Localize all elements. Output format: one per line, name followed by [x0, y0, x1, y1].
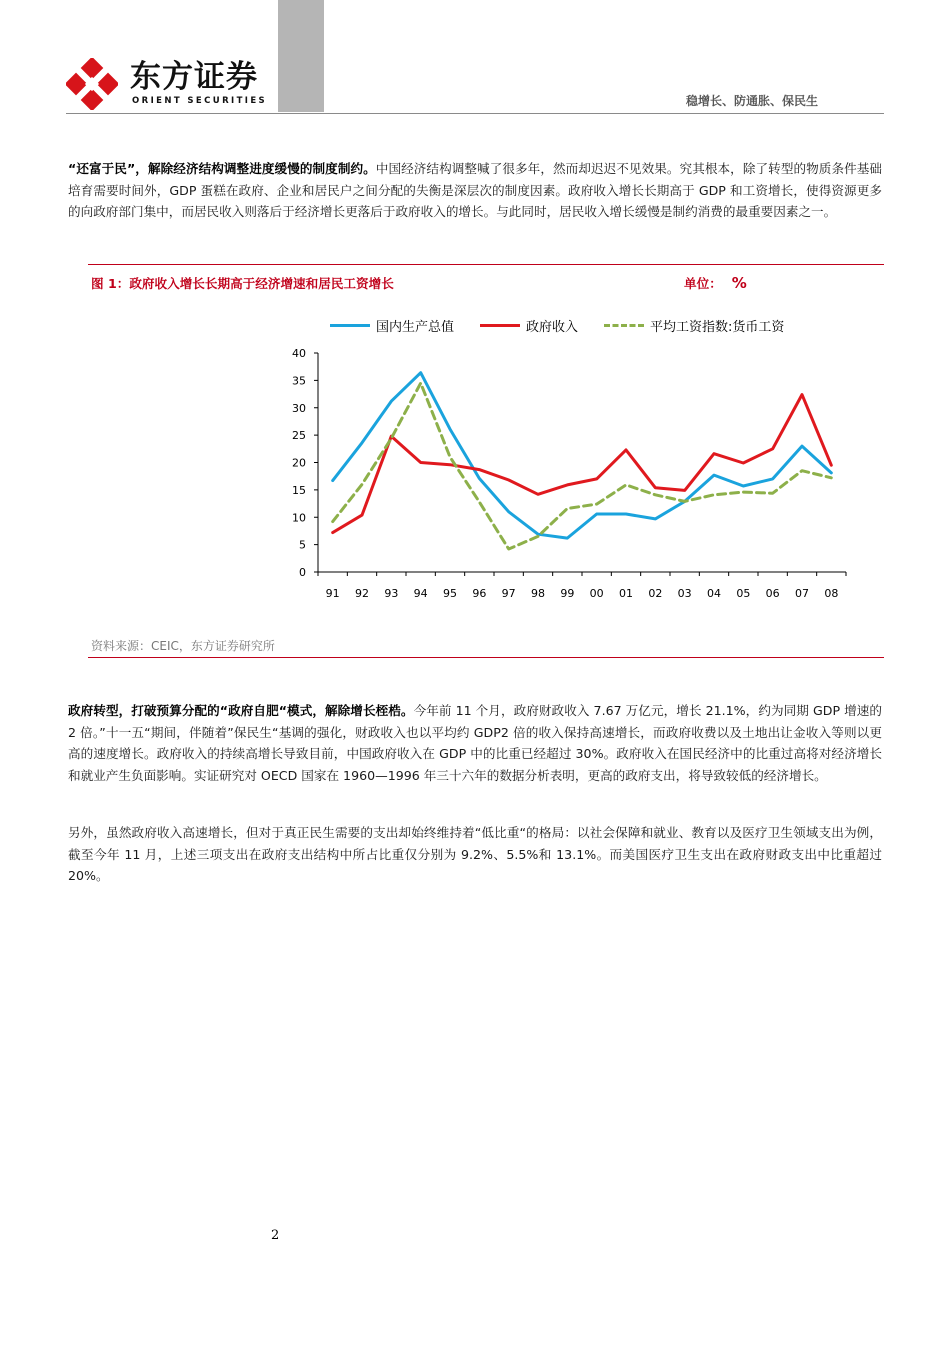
logo-text-cn: 东方证券 — [130, 59, 258, 95]
y-tick-label: 0 — [299, 566, 306, 579]
x-tick-label: 01 — [619, 587, 633, 600]
figure-unit-label: 单位： — [684, 276, 722, 291]
x-tick-label: 00 — [589, 587, 604, 600]
figure-unit — [684, 273, 747, 292]
paragraph-1 — [68, 158, 882, 223]
figure-bottom-rule — [88, 657, 884, 658]
paragraph-2-lead: 政府转型，打破预算分配的“政府自肥“模式，解除增长桎梏。 — [68, 703, 414, 718]
paragraph-2 — [68, 700, 882, 786]
paragraph-1-lead: “还富于民”，解除经济结构调整进度缓慢的制度制约。 — [68, 161, 376, 176]
x-tick-label: 91 — [325, 587, 340, 600]
y-tick-label: 30 — [292, 401, 306, 415]
figure-title: 图 1：政府收入增长长期高于经济增速和居民工资增长 — [91, 276, 394, 291]
figure-top-rule — [88, 264, 884, 265]
figure-unit-value: % — [731, 274, 747, 292]
x-tick-label: 98 — [531, 587, 545, 600]
y-tick-label: 35 — [292, 374, 306, 388]
y-tick-label: 10 — [292, 511, 306, 525]
logo-text-en: ORIENT SECURITIES — [132, 96, 268, 106]
y-tick-label: 20 — [292, 456, 306, 470]
paragraph-2-body: 今年前 11 个月，政府财政收入 7.67 万亿元，增长 21.1%，约为同期 GDP 增速的 2 倍。”十一五“期间，伴随着”保民生“基调的强化，财政收入也以平均约 GDP2 倍的收入保持高速增长，而政府收费以及土地出让金收入等则以更高的速度增长。政府收入的持续高增长导致目前，中国政府收入在 GDP 中的比重已经超过 30%。政府收入在国民经济中的比重过高将对经济增长和就业产生负面影响。实证研究对 OECD 国家在 1960—1996 年三十六年的数据分析表明，更高的政府支出，将导致较低的经济增长。 — [68, 703, 882, 783]
legend-label-gov: 政府收入 — [526, 320, 579, 335]
x-tick-label: 07 — [795, 587, 809, 600]
legend-label-wage: 平均工资指数:货币工资 — [650, 320, 785, 335]
x-tick-label: 05 — [736, 587, 751, 600]
y-tick-label: 25 — [292, 429, 306, 443]
x-tick-label: 06 — [765, 587, 780, 600]
header-tagline: 稳增长、防通胀、保民生 — [685, 94, 818, 108]
x-tick-label: 97 — [501, 587, 516, 600]
page-number: 2 — [271, 1228, 280, 1243]
y-tick-label: 40 — [292, 347, 306, 360]
x-tick-label: 99 — [560, 587, 575, 600]
header-divider — [66, 113, 884, 114]
x-tick-label: 03 — [677, 587, 692, 600]
series-line-gov-revenue — [333, 395, 832, 533]
x-tick-label: 08 — [824, 587, 839, 600]
logo-icon — [66, 58, 118, 110]
x-tick-label: 04 — [707, 587, 721, 600]
y-tick-label: 15 — [292, 483, 306, 497]
paragraph-3 — [68, 822, 882, 887]
line-chart — [270, 305, 860, 615]
y-tick-label: 5 — [299, 538, 306, 552]
x-tick-label: 02 — [648, 587, 663, 600]
x-tick-label: 92 — [355, 587, 369, 600]
x-tick-label: 94 — [413, 587, 428, 600]
figure-source: 资料来源：CEIC，东方证券研究所 — [91, 639, 275, 653]
x-tick-label: 95 — [443, 587, 457, 600]
legend-label-gdp: 国内生产总值 — [376, 320, 455, 335]
x-tick-label: 93 — [384, 587, 399, 600]
paragraph-3-body: 另外，虽然政府收入高速增长，但对于真正民生需要的支出却始终维持着“低比重“的格局：以社会保障和就业、教育以及医疗卫生领域支出为例，截至今年 11 月，上述三项支出在政府支出结构中所占比重仅分别为 9.2%、5.5%和 13.1%。而美国医疗卫生支出在政府财政支出中比重超过 20%。 — [68, 825, 882, 883]
paragraph-1-body: 中国经济结构调整喊了很多年，然而却迟迟不见效果。究其根本，除了转型的物质条件基础培育需要时间外，GDP 蛋糕在政府、企业和居民户之间分配的失衡是深层次的制度因素。政府收入增长长期高于 GDP 和工资增长，使得资源更多的向政府部门集中，而居民收入则落后于经济增长更落后于政府收入的增长。与此同时，居民收入增长缓慢是制约消费的最重要因素之一。 — [68, 161, 883, 219]
header-accent-bar — [278, 0, 324, 112]
x-tick-label: 96 — [472, 587, 487, 600]
